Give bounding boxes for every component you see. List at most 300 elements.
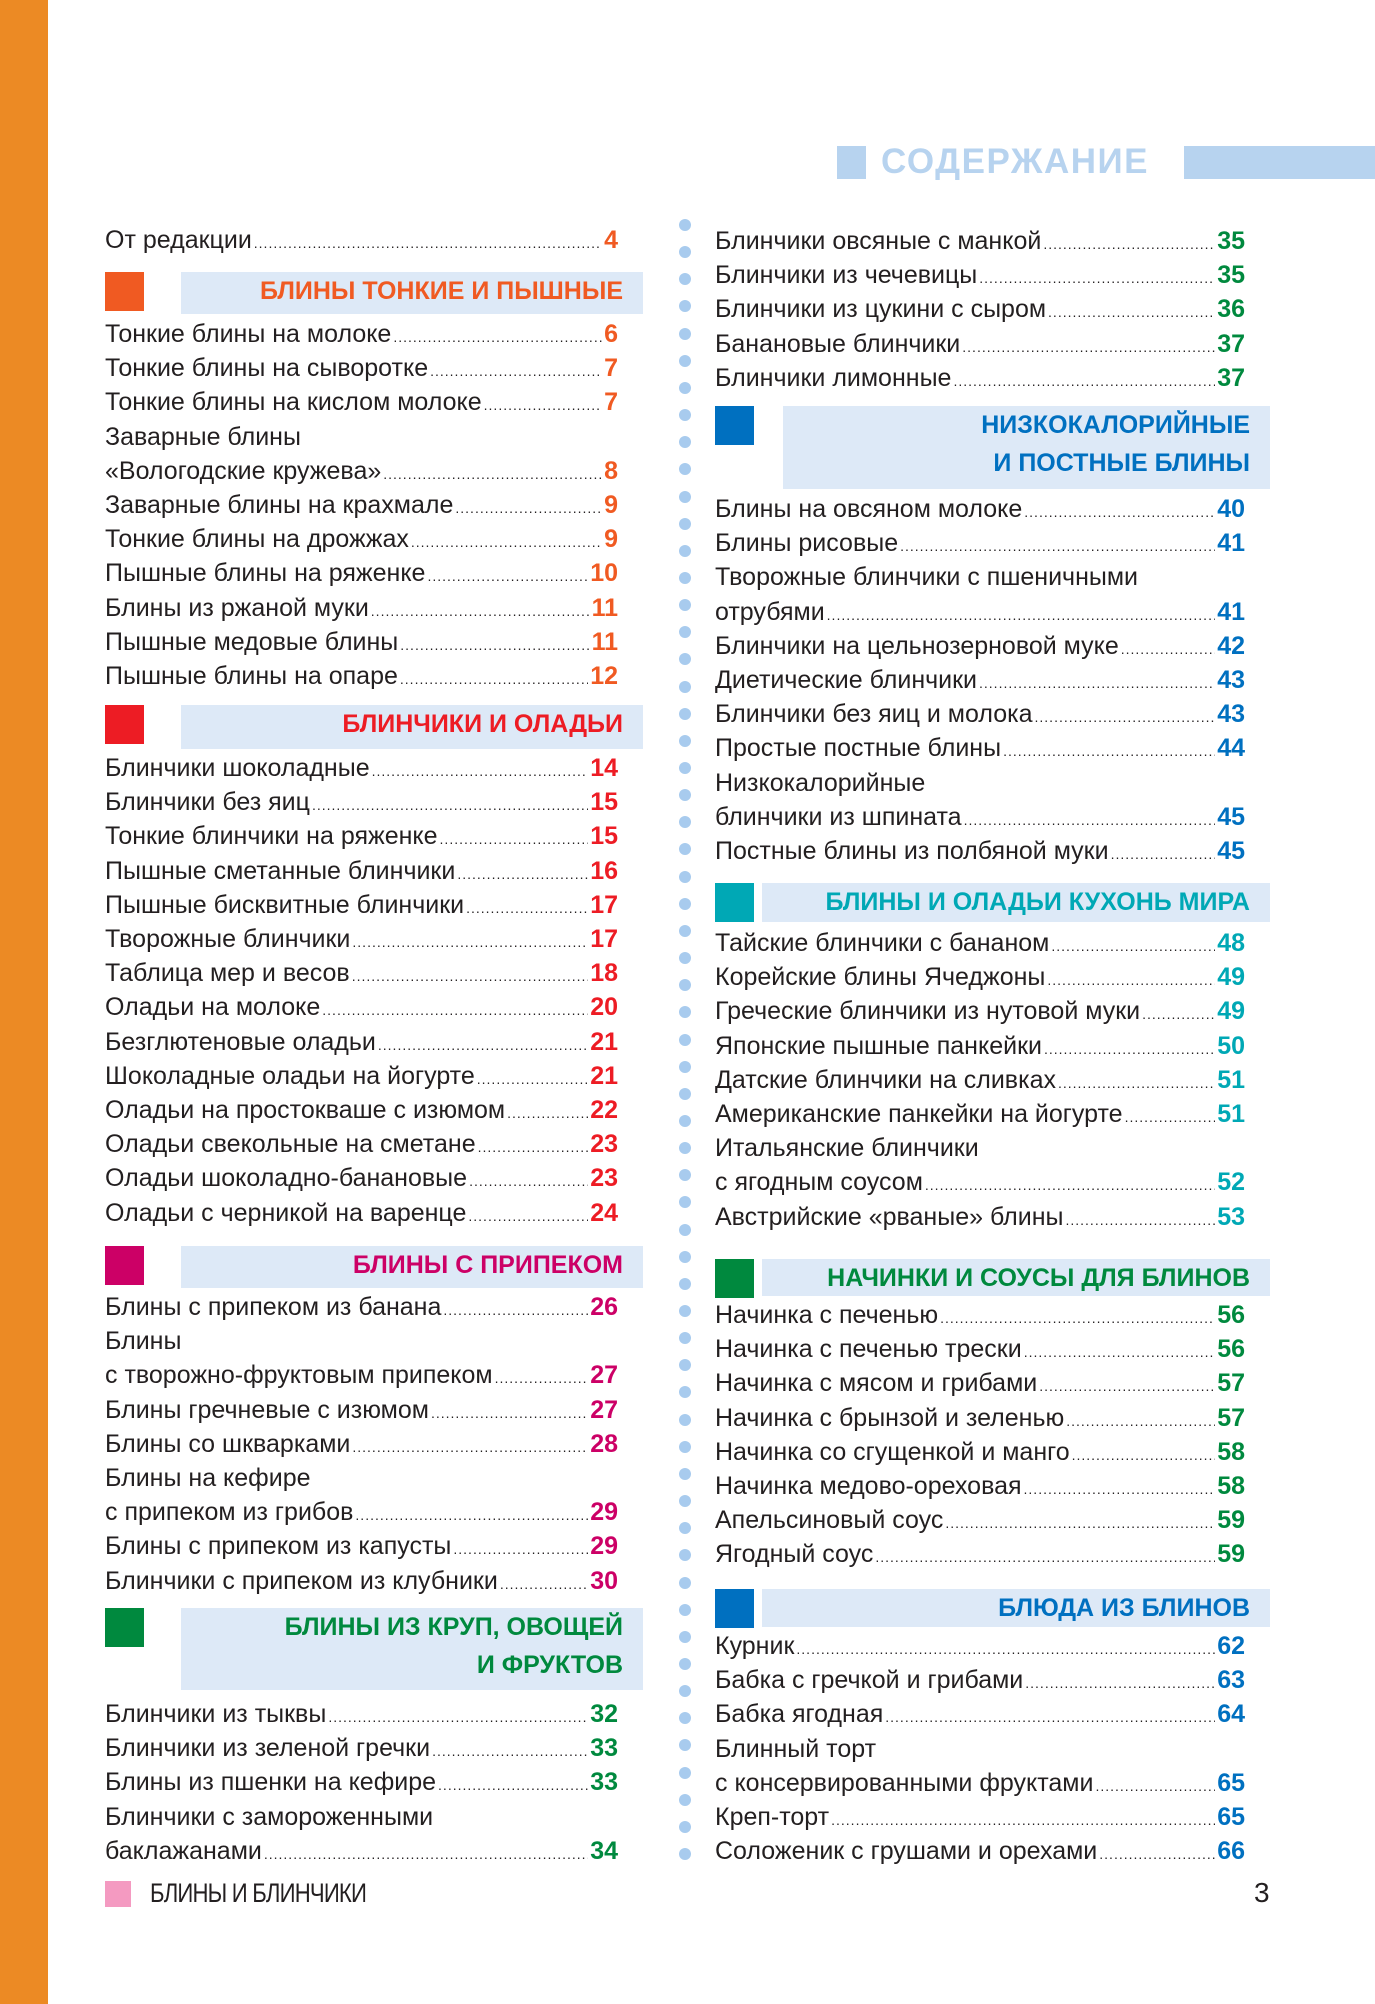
- toc-entry-page: 59: [1217, 1540, 1245, 1569]
- dot-leader: [352, 925, 588, 959]
- divider-dot-icon: [679, 1061, 691, 1073]
- section-title: [181, 705, 643, 749]
- divider-dot-icon: [679, 219, 691, 231]
- toc-entry-title: Блинчики овсяные с манкой: [715, 227, 1042, 255]
- toc-entry-page: 15: [590, 822, 618, 851]
- toc-entry[interactable]: [715, 327, 1245, 361]
- divider-dot-icon: [679, 1739, 691, 1751]
- toc-entry-title: Блинчики с припеком из клубники: [105, 1566, 498, 1595]
- toc-entry[interactable]: [105, 1697, 618, 1731]
- toc-entry[interactable]: [715, 224, 1245, 258]
- section-title-line: И ПОСТНЫЕ БЛИНЫ: [993, 449, 1250, 477]
- divider-dot-icon: [679, 952, 691, 964]
- toc-entry-page: 21: [590, 1061, 618, 1090]
- toc-entry[interactable]: [715, 994, 1245, 1028]
- toc-entry-title: Диетические блинчики: [715, 666, 978, 694]
- divider-dot-icon: [679, 1712, 691, 1724]
- toc-entry-title: Тонкие блины на дрожжах: [105, 525, 409, 554]
- toc-entry[interactable]: [105, 990, 618, 1024]
- section-title-line: БЛИНЫ С ПРИПЕКОМ: [352, 1251, 623, 1279]
- section-header: [715, 883, 1250, 922]
- dot-leader: [507, 1096, 588, 1130]
- toc-entry-title: Оладьи свекольные на сметане: [105, 1130, 476, 1159]
- toc-entry[interactable]: [715, 926, 1245, 960]
- toc-entry-page: 49: [1217, 963, 1245, 992]
- toc-entry[interactable]: [105, 785, 618, 819]
- dot-leader: [1058, 1066, 1215, 1100]
- toc-entry-title: Корейские блины Ячеджоны: [715, 963, 1046, 992]
- divider-dot-icon: [679, 1495, 691, 1507]
- divider-dot-icon: [679, 246, 691, 258]
- toc-entry[interactable]: [105, 223, 618, 257]
- toc-entry-title: Пышные блины на ряженке: [105, 559, 426, 588]
- toc-entry[interactable]: [715, 1063, 1245, 1097]
- dot-leader: [900, 529, 1215, 563]
- toc-entry-title: Оладьи шоколадно-банановые: [105, 1164, 468, 1193]
- dot-leader: [1035, 700, 1216, 734]
- toc-entry-title: Блинчики из зеленой гречки: [105, 1734, 431, 1763]
- toc-entry[interactable]: [715, 1366, 1245, 1400]
- toc-entry-title: Апельсиновый соус: [715, 1506, 944, 1535]
- section-square-icon: [105, 1608, 144, 1647]
- toc-entry-title: Тонкие блины на сыворотке: [105, 354, 429, 383]
- toc-entry-page: 9: [604, 491, 618, 519]
- page-number: 3: [1254, 1877, 1270, 1908]
- section-header: [715, 1589, 1250, 1627]
- divider-dot-icon: [679, 1278, 691, 1290]
- dot-leader: [378, 1028, 588, 1062]
- toc-entry[interactable]: [105, 1059, 618, 1093]
- toc-entry-page: 43: [1217, 700, 1245, 729]
- toc-entry[interactable]: [105, 956, 618, 990]
- toc-entry[interactable]: [715, 731, 1245, 765]
- toc-entry[interactable]: [715, 292, 1245, 326]
- section-square-icon: [105, 272, 144, 311]
- toc-entry-title: Шоколадные оладьи на йогурте: [105, 1061, 475, 1090]
- toc-entry[interactable]: [105, 1093, 618, 1127]
- toc-entry-title: Блины из пшенки на кефире: [105, 1768, 437, 1797]
- divider-dot-icon: [679, 463, 691, 475]
- toc-entry-title: Пышные медовые блины: [105, 627, 399, 656]
- toc-entry-page: 17: [590, 890, 618, 919]
- toc-entry[interactable]: [715, 1834, 1245, 1868]
- divider-dot-icon: [679, 1169, 691, 1181]
- toc-entry[interactable]: [105, 1495, 618, 1529]
- toc-entry[interactable]: [715, 1732, 1245, 1766]
- toc-entry[interactable]: [715, 1332, 1245, 1366]
- section-title-line: БЛИНЫ И ОЛАДЬИ КУХОНЬ МИРА: [825, 888, 1250, 916]
- toc-entry-page: 48: [1217, 929, 1245, 957]
- dot-leader: [468, 1199, 588, 1233]
- toc-entry[interactable]: [105, 922, 618, 956]
- toc-entry-title: Начинка медово-ореховая: [715, 1472, 1022, 1500]
- dot-leader: [1072, 1438, 1216, 1472]
- dot-leader: [457, 857, 588, 891]
- toc-entry-page: 64: [1217, 1700, 1245, 1729]
- toc-entry-title: Оладьи на молоке: [105, 993, 321, 1022]
- toc-entry-page: 11: [591, 627, 618, 656]
- divider-dot-icon: [679, 979, 691, 991]
- divider-dot-icon: [679, 382, 691, 394]
- toc-entry[interactable]: [715, 1629, 1245, 1663]
- toc-entry-page: 15: [590, 788, 618, 817]
- toc-entry-title: Греческие блинчики из нутовой муки: [715, 997, 1141, 1026]
- toc-entry[interactable]: [715, 1165, 1245, 1199]
- divider-dot-icon: [679, 1115, 691, 1127]
- toc-entry[interactable]: [715, 1298, 1245, 1332]
- dot-leader: [322, 993, 588, 1027]
- toc-entry[interactable]: [105, 1461, 618, 1495]
- section-title-line: И ФРУКТОВ: [476, 1651, 623, 1679]
- divider-dot-icon: [679, 762, 691, 774]
- toc-entry-page: 63: [1217, 1666, 1245, 1695]
- divider-dot-icon: [679, 1577, 691, 1589]
- section-square-icon: [715, 883, 754, 922]
- dot-leader: [495, 1361, 589, 1395]
- divider-dot-icon: [679, 355, 691, 367]
- toc-entry-page: 4: [604, 226, 618, 254]
- section-title-line: НИЗКОКАЛОРИЙНЫЕ: [981, 411, 1250, 439]
- dot-leader: [427, 559, 588, 593]
- divider-dot-icon: [679, 518, 691, 530]
- divider-dot-icon: [679, 898, 691, 910]
- dot-leader: [443, 1293, 588, 1327]
- toc-entry-page: 22: [590, 1096, 618, 1124]
- toc-entry-page: 57: [1217, 1369, 1245, 1398]
- page-title-block: [837, 142, 1375, 181]
- toc-entry-title: От редакции: [105, 226, 252, 254]
- section-header: [715, 406, 1250, 489]
- toc-entry[interactable]: [105, 1564, 618, 1598]
- toc-entry-page: 27: [590, 1395, 618, 1424]
- toc-entry-page: 30: [590, 1566, 618, 1595]
- dot-leader: [796, 1632, 1215, 1666]
- toc-entry-page: 65: [1217, 1768, 1245, 1797]
- dot-leader: [254, 226, 602, 260]
- toc-entry[interactable]: [105, 1324, 618, 1358]
- toc-entry-page: 37: [1217, 329, 1245, 358]
- dot-leader: [964, 803, 1216, 837]
- toc-entry-page: 9: [604, 525, 618, 554]
- toc-entry-title: Блины из ржаной муки: [105, 593, 369, 622]
- toc-entry-page: 33: [590, 1768, 618, 1797]
- toc-entry[interactable]: [105, 1800, 618, 1834]
- toc-entry-title: Блины на кефире: [105, 1464, 311, 1492]
- toc-entry-page: 26: [590, 1293, 618, 1321]
- toc-entry-page: 6: [604, 320, 618, 348]
- title-bar: [1184, 146, 1375, 179]
- toc-entry-page: 35: [1217, 227, 1245, 255]
- divider-dot-icon: [679, 1251, 691, 1263]
- toc-entry-title: Блинчики на цельнозерновой муке: [715, 631, 1119, 660]
- toc-entry-title: Креп-торт: [715, 1803, 830, 1831]
- section-square-icon: [105, 1246, 144, 1285]
- toc-entry-page: 59: [1217, 1506, 1245, 1535]
- toc-entry[interactable]: [105, 556, 618, 590]
- toc-entry[interactable]: [105, 1025, 618, 1059]
- toc-entry-title: Блинчики без яиц и молока: [715, 700, 1033, 729]
- section-title-line: БЛИНЫ ИЗ КРУП, ОВОЩЕЙ: [284, 1613, 623, 1641]
- toc-entry[interactable]: [715, 1697, 1245, 1731]
- dot-leader: [430, 354, 602, 388]
- divider-dot-icon: [679, 491, 691, 503]
- toc-entry-title: Творожные блинчики: [105, 925, 351, 953]
- toc-entry-title: Начинка с мясом и грибами: [715, 1369, 1038, 1398]
- toc-entry[interactable]: [715, 697, 1245, 731]
- divider-dot-icon: [679, 436, 691, 448]
- divider-dot-icon: [679, 1196, 691, 1208]
- toc-entry[interactable]: [105, 819, 618, 853]
- toc-entry[interactable]: [715, 595, 1245, 629]
- toc-entry-title: Блинчики с замороженными: [105, 1802, 434, 1831]
- footer-square-icon: [105, 1881, 131, 1907]
- dot-leader: [1024, 1472, 1216, 1506]
- toc-entry-title: Итальянские блинчики: [715, 1134, 979, 1163]
- dot-leader: [466, 891, 588, 925]
- divider-dot-icon: [679, 1034, 691, 1046]
- dot-leader: [328, 1700, 588, 1734]
- toc-entry[interactable]: [105, 522, 618, 556]
- toc-entry-page: 40: [1217, 495, 1245, 523]
- dot-leader: [400, 662, 588, 696]
- divider-dot-icon: [679, 1821, 691, 1833]
- dot-leader: [400, 628, 589, 662]
- dot-leader: [1048, 295, 1215, 329]
- toc-entry[interactable]: [105, 854, 618, 888]
- divider-dot-icon: [679, 843, 691, 855]
- divider-dot-icon: [679, 1088, 691, 1100]
- toc-entry[interactable]: [715, 492, 1245, 526]
- toc-entry-title: Блины гречневые с изюмом: [105, 1395, 429, 1424]
- dot-leader: [1024, 495, 1215, 529]
- toc-entry[interactable]: [105, 385, 618, 419]
- section-title: [762, 1259, 1270, 1296]
- toc-entry[interactable]: [105, 317, 618, 351]
- toc-entry[interactable]: [715, 1537, 1245, 1571]
- toc-entry[interactable]: [715, 1766, 1245, 1800]
- page-title: СОДЕРЖАНИЕ: [881, 142, 1150, 181]
- section-header: [715, 1259, 1250, 1296]
- toc-entry[interactable]: [715, 663, 1245, 697]
- toc-entry[interactable]: [105, 1765, 618, 1799]
- dot-leader: [1024, 1335, 1215, 1369]
- toc-entry-title: Блинчики лимонные: [715, 363, 952, 392]
- toc-entry-title: Постные блины из полбяной муки: [715, 837, 1109, 865]
- dot-leader: [264, 1837, 588, 1871]
- toc-entry[interactable]: [105, 888, 618, 922]
- section-square-icon: [715, 1259, 754, 1298]
- section-title: [783, 406, 1270, 489]
- toc-entry[interactable]: [105, 488, 618, 522]
- toc-entry[interactable]: [715, 1503, 1245, 1537]
- dot-leader: [1065, 1203, 1215, 1237]
- toc-entry-title: Австрийские «рваные» блины: [715, 1202, 1064, 1231]
- divider-dot-icon: [679, 871, 691, 883]
- toc-entry[interactable]: [715, 1435, 1245, 1469]
- dot-leader: [1025, 1666, 1215, 1700]
- section-header: [105, 272, 623, 314]
- toc-entry[interactable]: [105, 420, 618, 454]
- divider-dot-icon: [679, 273, 691, 285]
- dot-leader: [432, 1734, 588, 1768]
- toc-entry[interactable]: [715, 1029, 1245, 1063]
- toc-entry[interactable]: [715, 1401, 1245, 1435]
- toc-entry-title: с творожно-фруктовым припеком: [105, 1361, 493, 1390]
- divider-dot-icon: [679, 1386, 691, 1398]
- toc-entry-page: 65: [1217, 1803, 1245, 1831]
- toc-entry[interactable]: [105, 1161, 618, 1195]
- toc-entry-title: баклажанами: [105, 1836, 262, 1865]
- divider-dot-icon: [679, 1604, 691, 1616]
- dot-leader: [1099, 1837, 1215, 1871]
- section-title-line: НАЧИНКИ И СОУСЫ ДЛЯ БЛИНОВ: [827, 1264, 1250, 1292]
- toc-entry-title: с консервированными фруктами: [715, 1768, 1094, 1797]
- toc-entry-page: 18: [590, 959, 618, 988]
- divider-dot-icon: [679, 789, 691, 801]
- dot-leader: [1039, 1369, 1215, 1403]
- toc-entry[interactable]: [715, 1800, 1245, 1834]
- toc-entry-title: Низкокалорийные: [715, 768, 926, 797]
- toc-entry[interactable]: [105, 1834, 618, 1868]
- toc-entry[interactable]: [715, 1097, 1245, 1131]
- divider-dot-icon: [679, 1468, 691, 1480]
- dot-leader: [1095, 1769, 1215, 1803]
- divider-dot-icon: [679, 300, 691, 312]
- toc-entry-page: 52: [1217, 1168, 1245, 1197]
- toc-entry-title: Начинка с печенью: [715, 1301, 939, 1329]
- toc-entry[interactable]: [105, 1393, 618, 1427]
- toc-entry[interactable]: [715, 258, 1245, 292]
- toc-entry[interactable]: [715, 960, 1245, 994]
- toc-entry[interactable]: [105, 625, 618, 659]
- dot-leader: [1111, 837, 1216, 871]
- toc-entry-page: 66: [1217, 1837, 1245, 1866]
- dot-leader: [885, 1700, 1215, 1734]
- toc-entry-page: 10: [590, 559, 618, 588]
- dot-leader: [1121, 632, 1215, 666]
- toc-entry-title: Начинка со сгущенкой и манго: [715, 1437, 1070, 1466]
- toc-entry-title: Блины со шкварками: [105, 1429, 351, 1458]
- toc-entry-page: 17: [590, 925, 618, 953]
- divider-dot-icon: [679, 1848, 691, 1860]
- dot-leader: [945, 1506, 1215, 1540]
- toc-entry-page: 57: [1217, 1403, 1245, 1432]
- toc-entry[interactable]: [715, 834, 1245, 868]
- divider-dot-icon: [679, 1658, 691, 1670]
- toc-entry-title: Блинчики шоколадные: [105, 754, 370, 782]
- toc-entry[interactable]: [105, 751, 618, 785]
- toc-entry-page: 37: [1217, 363, 1245, 392]
- divider-dot-icon: [679, 1006, 691, 1018]
- toc-entry[interactable]: [715, 629, 1245, 663]
- divider-dot-icon: [679, 1332, 691, 1344]
- divider-dot-icon: [679, 409, 691, 421]
- toc-entry-title: Бабка ягодная: [715, 1700, 884, 1729]
- toc-entry-page: 62: [1217, 1632, 1245, 1660]
- toc-entry[interactable]: [715, 766, 1245, 800]
- toc-entry-page: 28: [590, 1429, 618, 1458]
- toc-entry-title: Оладьи с черникой на варенце: [105, 1198, 467, 1227]
- toc-entry[interactable]: [715, 1131, 1245, 1165]
- toc-entry[interactable]: [715, 560, 1245, 594]
- toc-entry[interactable]: [715, 1200, 1245, 1234]
- section-title-line: БЛЮДА ИЗ БЛИНОВ: [998, 1594, 1250, 1622]
- toc-entry[interactable]: [105, 1196, 618, 1230]
- toc-entry-title: Датские блинчики на сливках: [715, 1065, 1056, 1094]
- divider-dot-icon: [679, 1224, 691, 1236]
- dot-leader: [438, 1768, 588, 1802]
- toc-entry[interactable]: [715, 800, 1245, 834]
- section-square-icon: [715, 1589, 754, 1628]
- toc-entry-page: 58: [1217, 1437, 1245, 1466]
- toc-entry-page: 24: [590, 1198, 618, 1227]
- dot-leader: [1125, 1100, 1216, 1134]
- toc-entry-page: 11: [591, 593, 618, 622]
- dot-leader: [431, 1396, 588, 1430]
- section-header: [105, 1608, 623, 1690]
- toc-entry[interactable]: [715, 361, 1245, 395]
- toc-entry-title: Тонкие блинчики на ряженке: [105, 822, 438, 851]
- toc-entry-page: 32: [590, 1700, 618, 1728]
- dot-leader: [352, 959, 588, 993]
- toc-entry-page: 51: [1217, 1065, 1245, 1094]
- toc-entry[interactable]: [715, 1663, 1245, 1697]
- divider-dot-icon: [679, 1631, 691, 1643]
- dot-leader: [352, 1430, 588, 1464]
- toc-entry[interactable]: [105, 351, 618, 385]
- toc-entry-title: Блины с припеком из банана: [105, 1293, 442, 1321]
- dot-leader: [1003, 734, 1215, 768]
- toc-entry[interactable]: [105, 1427, 618, 1461]
- toc-entry[interactable]: [715, 1469, 1245, 1503]
- dot-leader: [1051, 929, 1215, 963]
- toc-entry[interactable]: [105, 1127, 618, 1161]
- toc-entry-page: 50: [1217, 1031, 1245, 1060]
- divider-dot-icon: [679, 1142, 691, 1154]
- toc-entry-title: Блинчики из тыквы: [105, 1700, 327, 1728]
- divider-dot-icon: [679, 599, 691, 611]
- divider-dot-icon: [679, 681, 691, 693]
- section-square-icon: [105, 705, 144, 744]
- toc-entry[interactable]: [105, 454, 618, 488]
- dot-leader: [469, 1164, 588, 1198]
- toc-entry[interactable]: [105, 1731, 618, 1765]
- toc-entry-title: Творожные блинчики с пшеничными: [715, 563, 1139, 592]
- toc-entry-title: Простые постные блины: [715, 734, 1002, 763]
- toc-entry[interactable]: [105, 659, 618, 693]
- toc-entry-page: 44: [1217, 734, 1245, 763]
- dot-leader: [312, 788, 588, 822]
- toc-entry-title: Заварные блины на крахмале: [105, 491, 454, 519]
- toc-entry-page: 23: [590, 1164, 618, 1193]
- toc-entry[interactable]: [105, 1358, 618, 1392]
- toc-entry-page: 35: [1217, 261, 1245, 290]
- toc-entry-title: Блины рисовые: [715, 529, 899, 558]
- toc-entry-title: Пышные бисквитные блинчики: [105, 890, 465, 919]
- toc-entry-page: 21: [590, 1027, 618, 1056]
- dot-leader: [393, 320, 602, 354]
- section-header: [105, 1246, 623, 1288]
- toc-entry-title: Пышные сметанные блинчики: [105, 856, 456, 885]
- toc-entry[interactable]: [715, 526, 1245, 560]
- toc-entry[interactable]: [105, 1290, 618, 1324]
- dot-leader: [372, 754, 589, 788]
- toc-entry-page: 42: [1217, 631, 1245, 660]
- toc-entry[interactable]: [105, 1529, 618, 1563]
- toc-entry-title: Тонкие блины на кислом молоке: [105, 388, 482, 417]
- dot-leader: [500, 1567, 588, 1601]
- toc-entry[interactable]: [105, 591, 618, 625]
